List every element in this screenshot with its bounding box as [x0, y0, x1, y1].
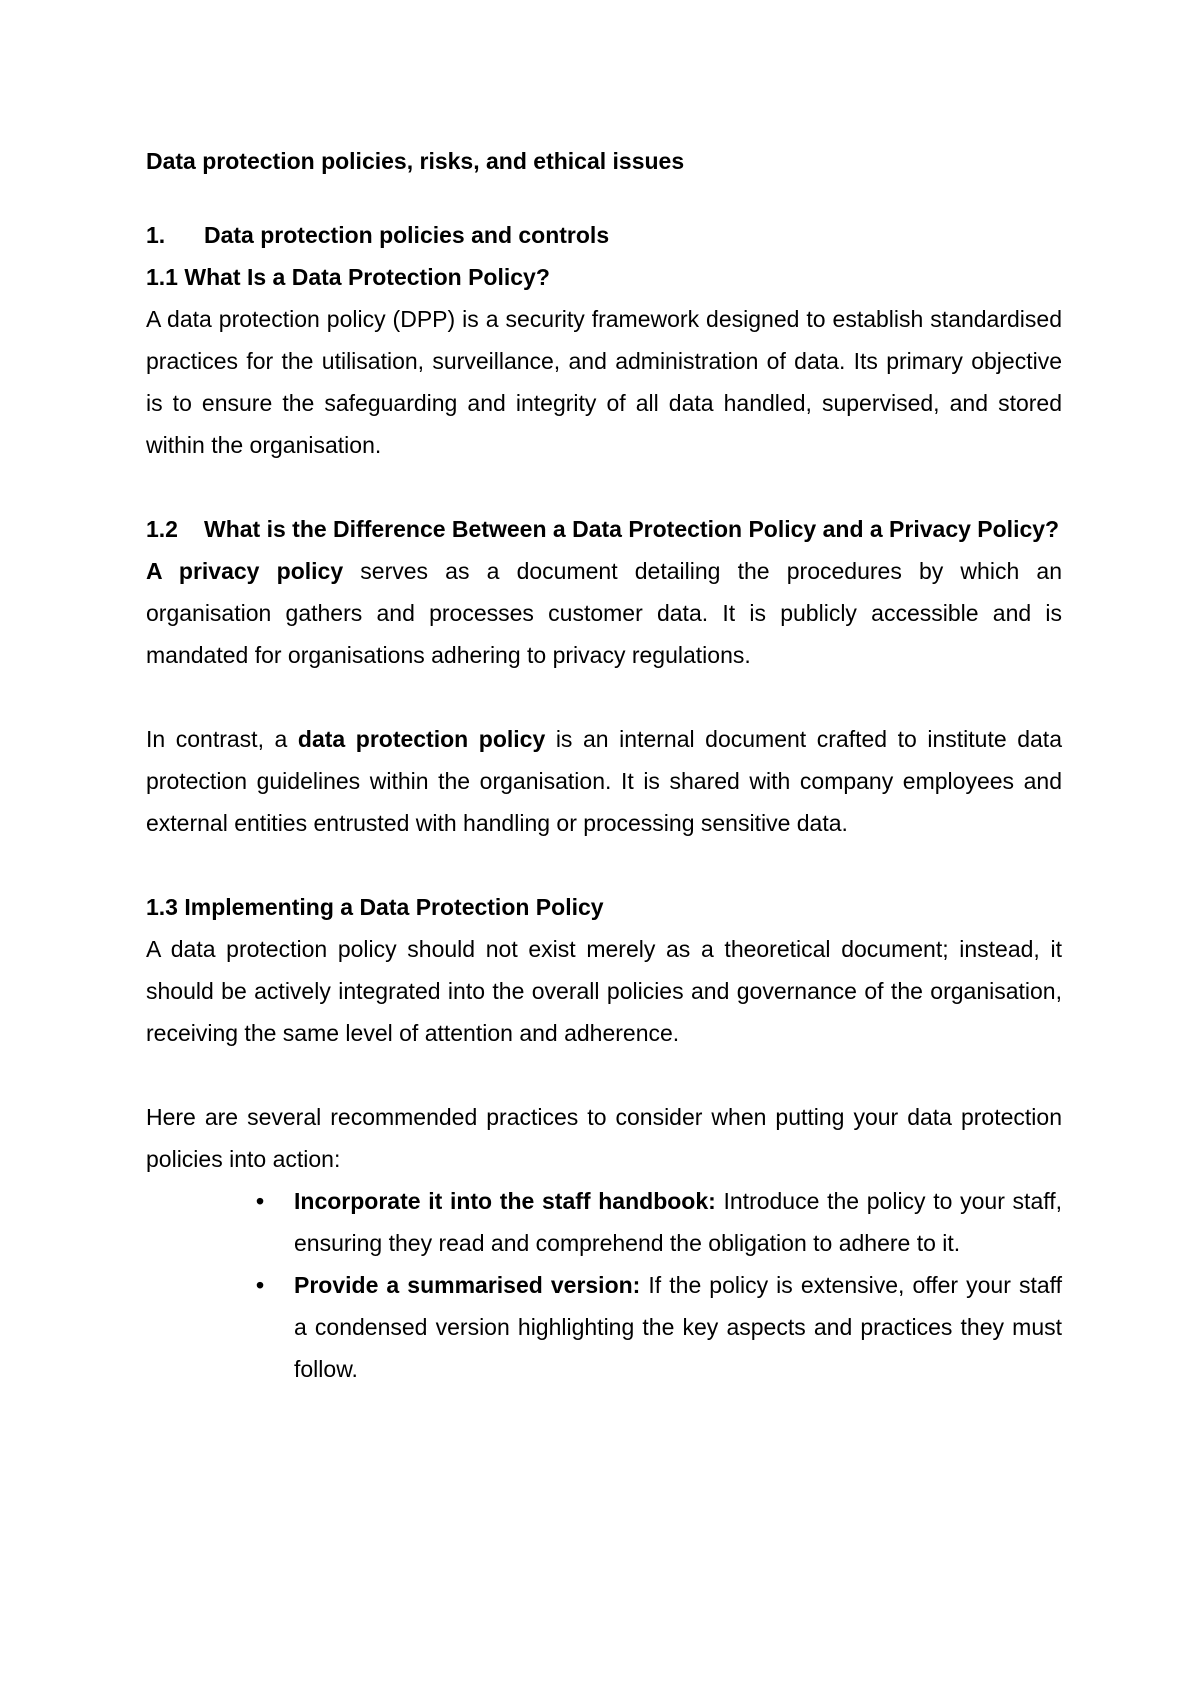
list-item — [256, 1180, 1062, 1264]
practices-list — [146, 1180, 1062, 1390]
data-protection-policy-term: data protection policy — [297, 726, 546, 752]
section-1-2-paragraph-2 — [146, 718, 1062, 844]
section-1-1-heading: 1.1 What Is a Data Protection Policy? — [146, 264, 550, 290]
document-title: Data protection policies, risks, and ethical issues — [146, 148, 685, 174]
section-1-heading — [146, 214, 1062, 256]
document-page — [146, 140, 1062, 1390]
section-1-2-number: 1.2 — [146, 516, 178, 542]
section-1-title: Data protection policies and controls — [204, 222, 610, 248]
section-1-3-intro: Here are several recommended practices to consider when putting your data protection policies into action: — [146, 1104, 1062, 1172]
list-item-title: Incorporate it into the staff handbook: — [294, 1188, 716, 1214]
section-1-3-body: A data protection policy should not exist merely as a theoretical document; instead, it should be actively integrated into the overall policies and governance of the organisation, receiving the same level of attention and adherence. — [146, 936, 1062, 1046]
spacer — [146, 466, 1062, 508]
privacy-policy-text: serves as a document detailing the procedures by which an organisation gathers and processes customer data. It is publicly accessible and is mandated for organisations adhering to privacy regulations. — [146, 558, 1062, 668]
section-1-2-title: What is the Difference Between a Data Protection Policy and a Privacy Policy? — [204, 516, 1060, 542]
bullet-icon: • — [256, 1188, 265, 1214]
section-1-2-paragraph-1 — [146, 550, 1062, 676]
list-item — [256, 1264, 1062, 1390]
spacer — [146, 676, 1062, 718]
spacer — [146, 844, 1062, 886]
data-protection-policy-text: is an internal document crafted to institute data protection guidelines within the organisation. It is shared with company employees and external entities entrusted with handling or processing sensitive data. — [146, 726, 1062, 836]
list-item-title: Provide a summarised version: — [294, 1272, 641, 1298]
spacer — [146, 1054, 1062, 1096]
privacy-policy-term: A privacy policy — [146, 558, 344, 584]
list-item-text: Introduce the policy to your staff, ensuring they read and comprehend the obligation to adhere to it. — [294, 1188, 1062, 1256]
bullet-icon: • — [256, 1272, 265, 1298]
contrast-lead: In contrast, a — [146, 726, 298, 752]
section-1-2-heading — [146, 508, 1062, 550]
section-1-1-body: A data protection policy (DPP) is a security framework designed to establish standardised practices for the utilisation, surveillance, and administration of data. Its primary objective is to ensure the safeguarding and integrity of all data handled, supervised, and stored within the organisation. — [146, 306, 1062, 458]
list-item-text: If the policy is extensive, offer your staff a condensed version highlighting the key aspects and practices they must follow. — [294, 1272, 1062, 1382]
section-1-3-heading: 1.3 Implementing a Data Protection Policy — [146, 894, 604, 920]
section-1-number: 1. — [146, 222, 166, 248]
